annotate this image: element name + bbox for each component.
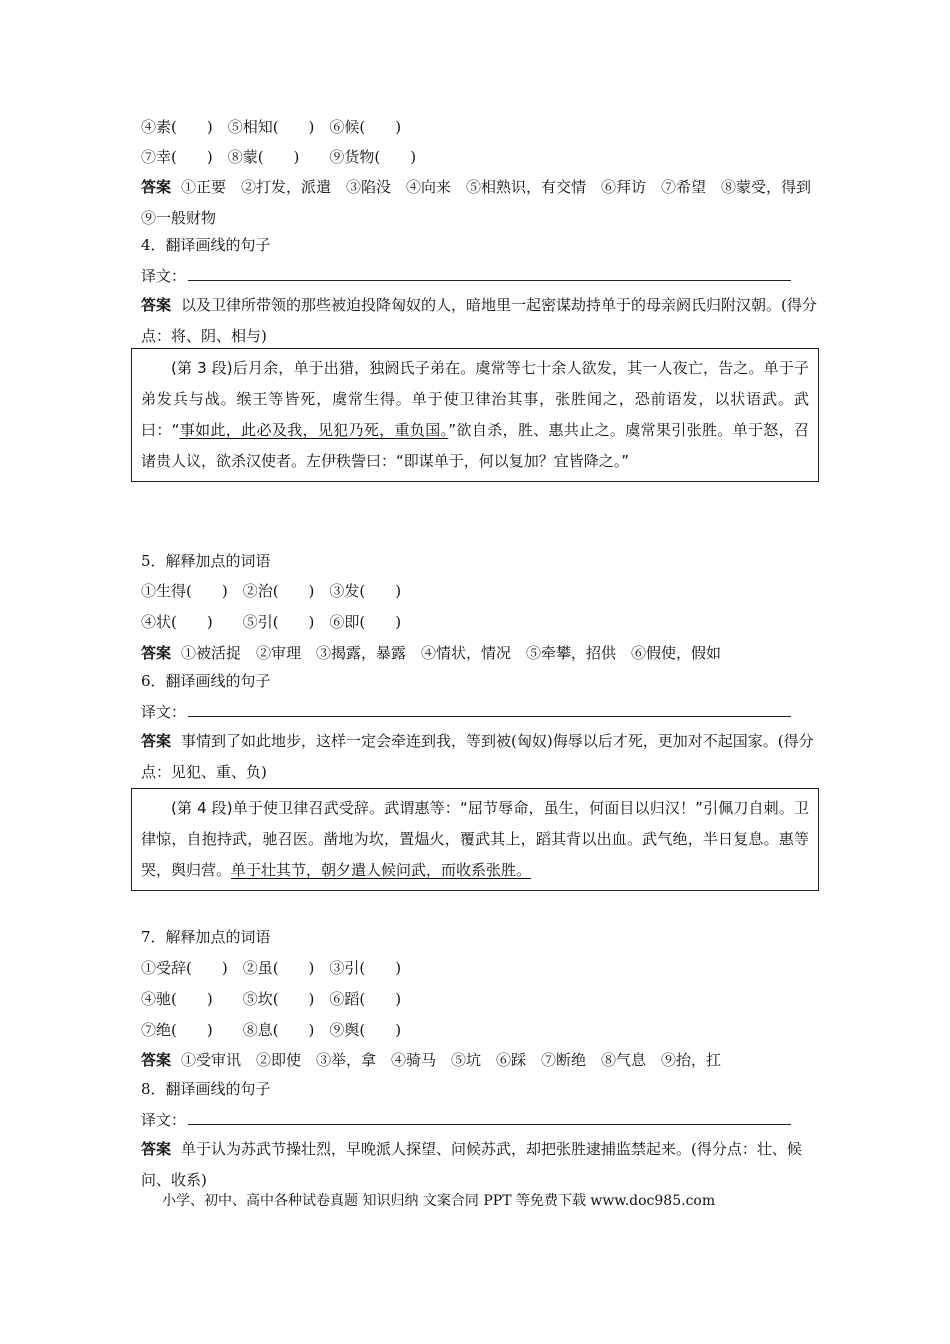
answer-label: 答案 bbox=[141, 1140, 172, 1158]
translation-blank[interactable] bbox=[188, 701, 791, 717]
translation-line-4 bbox=[141, 265, 821, 287]
answer-text: ①被活捉 ②审理 ③揭露，暴露 ④情状，情况 ⑤牵攀，招供 ⑥假使，假如 bbox=[181, 644, 722, 662]
underlined-sentence: 单于壮其节，朝夕遣人候问武，而收系张胜。 bbox=[231, 861, 532, 879]
vocab-line-5a: ①生得( ) ②治( ) ③发( ) bbox=[141, 582, 402, 600]
question-4: 4．翻译画线的句子 bbox=[141, 236, 271, 254]
translation-blank[interactable] bbox=[188, 1109, 791, 1125]
question-6: 6．翻译画线的句子 bbox=[141, 672, 271, 690]
answer-text: ①受审讯 ②即使 ③举，拿 ④骑马 ⑤坑 ⑥踩 ⑦断绝 ⑧气息 ⑨抬，扛 bbox=[181, 1051, 722, 1069]
translation-label: 译文： bbox=[141, 703, 187, 721]
vocab-line-7c: ⑦绝( ) ⑧息( ) ⑨舆( ) bbox=[141, 1021, 402, 1039]
answer-label: 答案 bbox=[141, 732, 172, 750]
answer-5 bbox=[141, 642, 821, 664]
answer-label: 答案 bbox=[141, 1051, 172, 1069]
passage-box-4 bbox=[131, 788, 819, 891]
answer-text: 事情到了如此地步，这样一定会牵连到我，等到被(匈奴)侮辱以后才死，更加对不起国家。(得分点：见犯、重、负) bbox=[141, 732, 814, 781]
question-7: 7．解释加点的词语 bbox=[141, 928, 271, 946]
answer-text: 以及卫律所带领的那些被迫投降匈奴的人，暗地里一起密谋劫持单于的母亲阏氏归附汉朝。(得分点：将、阴、相与) bbox=[141, 296, 817, 345]
translation-line-6 bbox=[141, 701, 821, 723]
vocab-line-5b: ④状( ) ⑤引( ) ⑥即( ) bbox=[141, 613, 402, 631]
answer-label: 答案 bbox=[141, 178, 172, 196]
question-5: 5．解释加点的词语 bbox=[141, 552, 271, 570]
vocab-line-4-6: ④素( ) ⑤相知( ) ⑥候( ) bbox=[141, 118, 402, 136]
answer-4 bbox=[141, 290, 821, 352]
vocab-line-7-9: ⑦幸( ) ⑧蒙( ) ⑨货物( ) bbox=[141, 148, 417, 166]
answer-text: ①正要 ②打发，派遣 ③陷没 ④向来 ⑤相熟识，有交情 ⑥拜访 ⑦希望 ⑧蒙受，得到 ⑨一般财物 bbox=[141, 178, 827, 227]
vocab-line-7a: ①受辞( ) ②虽( ) ③引( ) bbox=[141, 959, 402, 977]
question-8: 8．翻译画线的句子 bbox=[141, 1080, 271, 1098]
passage-box-3 bbox=[131, 348, 819, 482]
answer-3 bbox=[141, 172, 827, 234]
passage-text: (第 3 段)后月余，单于出猎，独阏氏子弟在。虞常等七十余人欲发，其一人夜亡，告之。单于子弟发兵与战。缑王等皆死，虞常生得。单于使卫律治其事，张胜闻之，恐前语发，以状语武。武曰：“ bbox=[141, 359, 809, 439]
answer-text: 单于认为苏武节操壮烈，早晚派人探望、问候苏武，却把张胜逮捕监禁起来。(得分点：壮、候问、收系) bbox=[141, 1140, 802, 1189]
translation-line-8 bbox=[141, 1109, 821, 1131]
answer-label: 答案 bbox=[141, 644, 172, 662]
translation-label: 译文： bbox=[141, 267, 187, 285]
underlined-sentence: 事如此，此必及我，见犯乃死，重负国。 bbox=[179, 421, 449, 439]
answer-label: 答案 bbox=[141, 296, 172, 314]
answer-8 bbox=[141, 1134, 821, 1196]
translation-label: 译文： bbox=[141, 1111, 187, 1129]
answer-7 bbox=[141, 1049, 821, 1071]
translation-blank[interactable] bbox=[188, 265, 791, 281]
passage-text: (第 4 段)单于使卫律召武受辞。武谓惠等：“屈节辱命，虽生，何面目以归汉！”引佩刀自刺。卫律惊，自抱持武，驰召医。凿地为坎，置煴火，覆武其上，蹈其背以出血。武气绝，半日复息。惠等哭，舆归营。 bbox=[141, 799, 809, 879]
vocab-line-7b: ④驰( ) ⑤坎( ) ⑥蹈( ) bbox=[141, 990, 402, 1008]
footer-banner: 小学、初中、高中各种试卷真题 知识归纳 文案合同 PPT 等免费下载 www.doc985.com bbox=[162, 1193, 716, 1209]
answer-6 bbox=[141, 726, 821, 788]
passage-text-continued: ”欲自杀，胜、惠共止之。虞常果引张胜。单于怒，召诸贵人议，欲杀汉使者。左伊秩訾曰：“即谋单于，何以复加？宜皆降之。” bbox=[141, 421, 809, 470]
